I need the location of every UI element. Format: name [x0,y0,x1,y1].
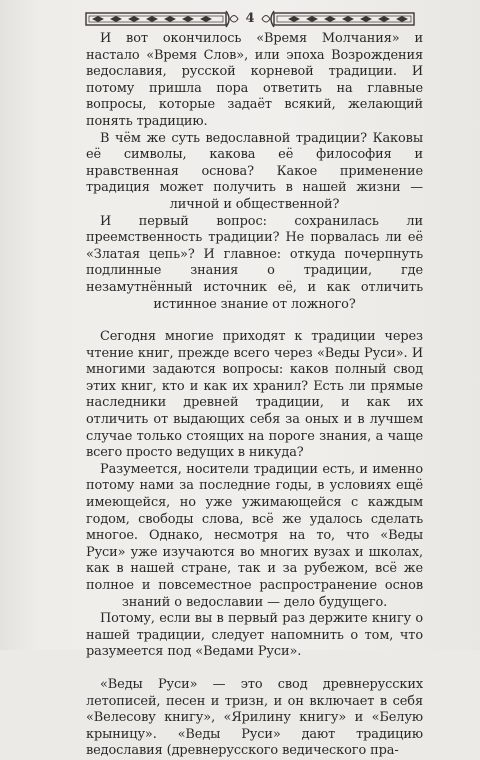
page-number: 4 [245,11,255,26]
section-gap [86,661,423,677]
paragraph: «Веды Руси» — это свод древнерусских летописей, песен и тризн, и он включает в себя «Велесову книгу», «Ярилину книгу» и «Белую крыницу». «Веды Руси» дают традицию ведославия (древнерусского ведического пра- [86,676,423,759]
paragraph: Потому, если вы в первый раз держите книгу о нашей традиции, следует напомнить о том, что разумеется под «Ведами Руси». [86,611,423,660]
paragraph: В чём же суть ведославной традиции? Каковы её символы, какова её философия и нравственная основа? Какое применение традиция может получить в нашей жизни — личной и общественной? [86,130,423,212]
section-gap [86,313,423,329]
paragraph: Разумеется, носители традиции есть, и именно потому нами за последние годы, в условиях ещё имеющейся, но уже ужимающейся с каждым годом, свободы слова, всё же удалось сделать многое. Однако, несмотря на то, что «Веды Руси» уже изучаются во многих вузах и школах, как в нашей стране, так и за рубежом, всё же полное и повсеместное распространение основ знаний о ведославии — дело будущего. [86,461,423,610]
paragraph: И первый вопрос: сохранилась ли преемственность традиции? Не порвалась ли её «Златая цепь»? И главное: откуда почерпнуть подлинные знания о традиции, где незамутнённый источник её, и как отличить истинное знание от ложного? [86,213,423,312]
body-text [86,31,423,760]
paragraph: Сегодня многие приходят к традиции через чтение книг, прежде всего через «Веды Руси». И многими задаются вопросы: каков полный свод этих книг, кто и как их хранил? Есть ли прямые наследники древней традиции, и как их отличить от выдающих себя за оных и в лучшем случае только стоящих на пороге знания, а чаще всего просто ведущих в никуда? [86,329,423,461]
paragraph: И вот окончилось «Время Молчания» и настало «Время Слов», или эпоха Возрождения ведославия, русской корневой традиции. И потому пришла пора ответить на главные вопросы, которые задаёт всякий, желающий понять традицию. [86,31,423,129]
page-header [84,8,416,30]
